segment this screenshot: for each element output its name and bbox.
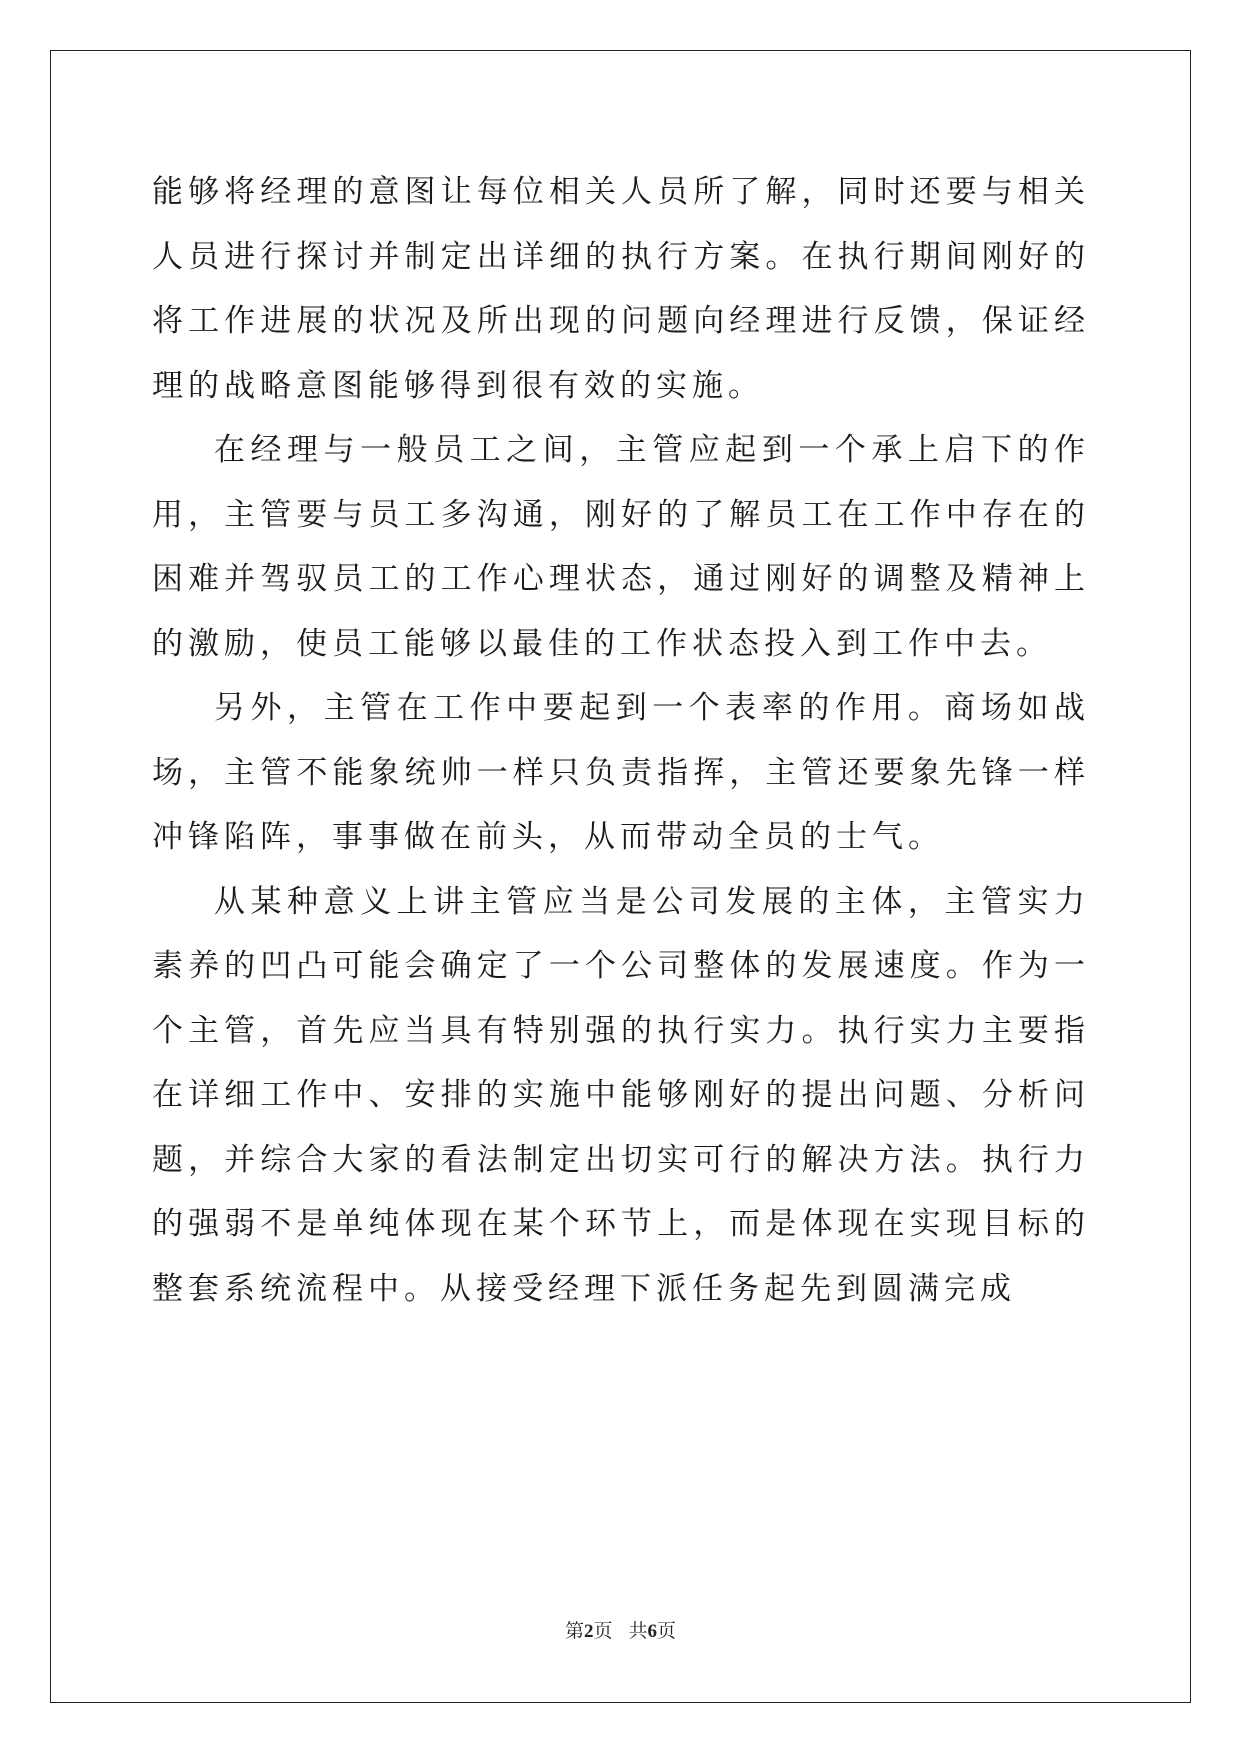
- page-suffix: 页: [593, 1621, 613, 1642]
- paragraph-supervisor-bridge-role: 在经理与一般员工之间，主管应起到一个承上启下的作用，主管要与员工多沟通，刚好的了解员工在工作中存在的困难并驾驭员工的工作心理状态，通过刚好的调整及精神上的激励，使员工能够以最佳的工作状态投入到工作中去。: [152, 432, 1090, 662]
- paragraph-continuation: 能够将经理的意图让每位相关人员所了解，同时还要与相关人员进行探讨并制定出详细的执行方案。在执行期间刚好的将工作进展的状况及所出现的问题向经理进行反馈，保证经理的战略意图能够得到很有效的实施。: [152, 174, 1090, 404]
- paragraph-supervisor-execution: 从某种意义上讲主管应当是公司发展的主体，主管实力素养的凹凸可能会确定了一个公司整体的发展速度。作为一个主管，首先应当具有特别强的执行实力。执行实力主要指在详细工作中、安排的实施中能够刚好的提出问题、分析问题，并综合大家的看法制定出切实可行的解决方法。执行力的强弱不是单纯体现在某个环节上，而是体现在实现目标的整套系统流程中。从接受经理下派任务起先到圆满完成: [152, 883, 1090, 1307]
- page-number: 2: [583, 1621, 594, 1642]
- total-suffix: 页: [657, 1621, 677, 1642]
- total-prefix: 共: [628, 1621, 648, 1642]
- document-body: [152, 160, 1090, 1321]
- page-prefix: 第: [564, 1621, 584, 1642]
- total-pages: 6: [647, 1621, 658, 1642]
- page-footer: [0, 1616, 1241, 1643]
- paragraph-supervisor-example-role: 另外，主管在工作中要起到一个表率的作用。商场如战场，主管不能象统帅一样只负责指挥，主管还要象先锋一样冲锋陷阵，事事做在前头，从而带动全员的士气。: [152, 690, 1090, 855]
